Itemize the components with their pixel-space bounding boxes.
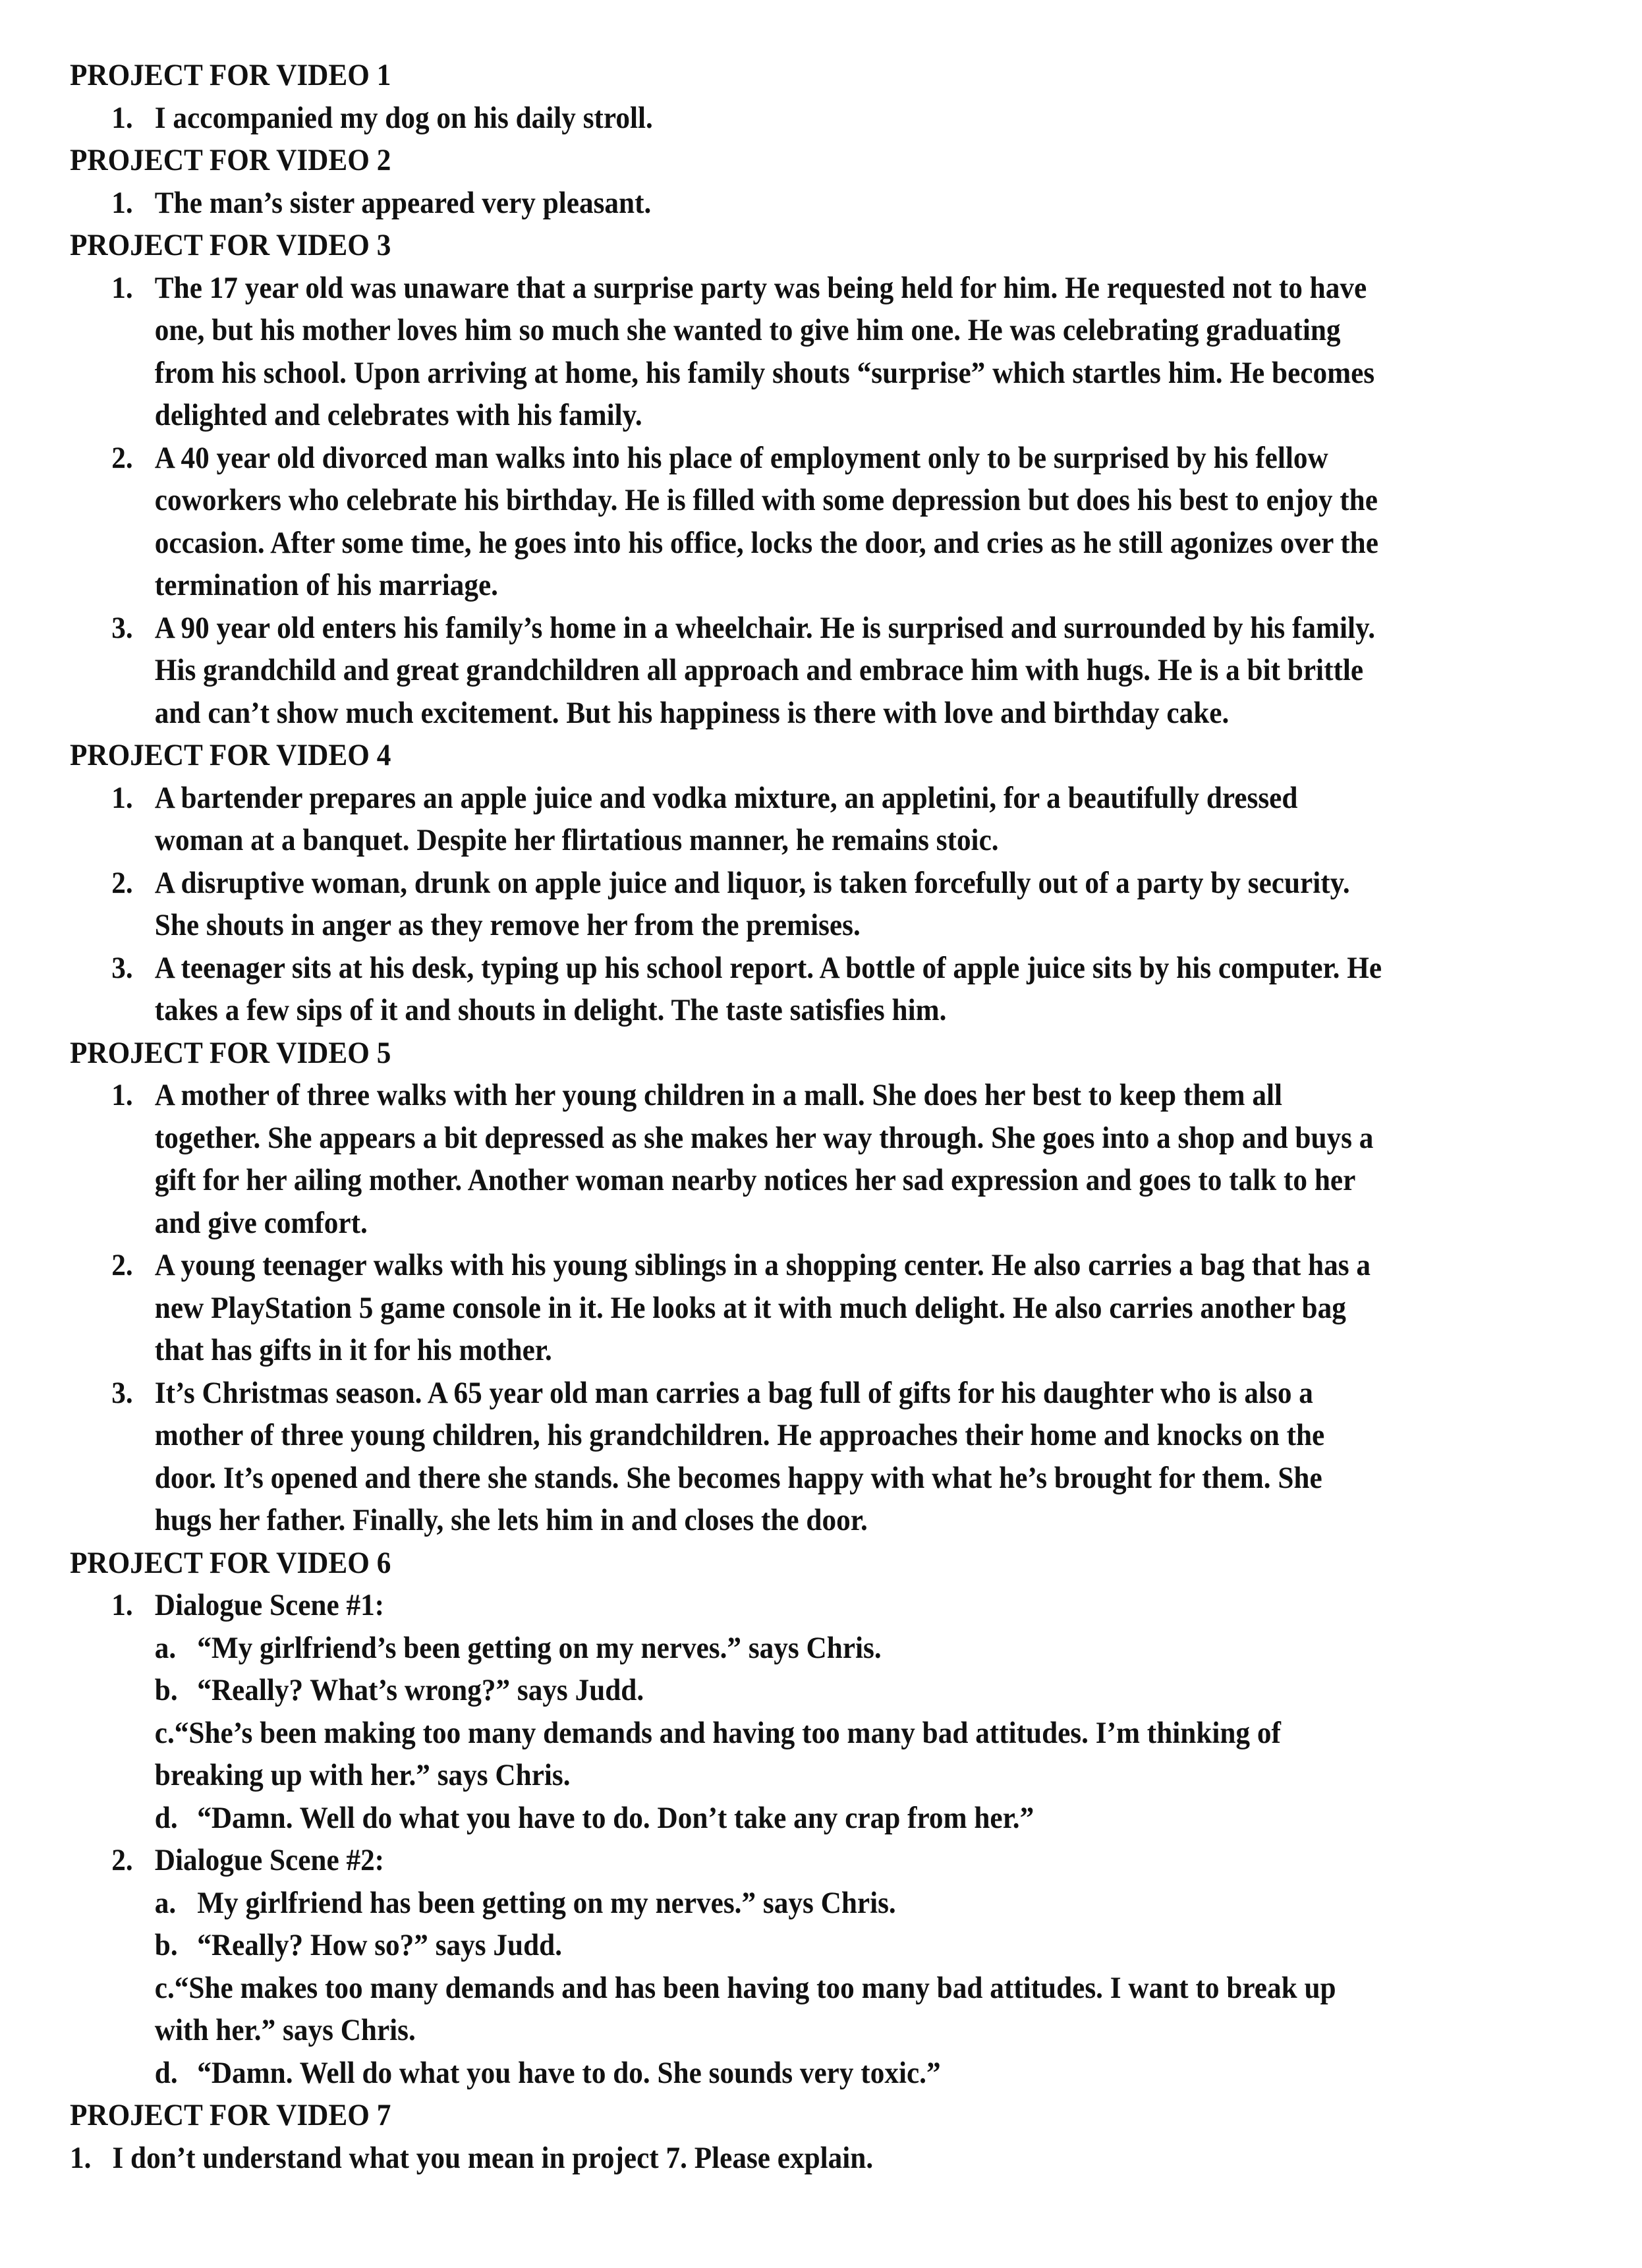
dialogue-line: with her.” says Chris. [154,2013,416,2047]
item-text: His grandchild and great grandchildren all approach and embrace him with hugs. He is a bit brittle [154,653,1364,687]
item-text: A 90 year old enters his family’s home in a wheelchair. He is surprised and surrounded by his family. [154,610,1376,645]
list-item [70,1244,1464,1287]
item-text: A disruptive woman, drunk on apple juice and liquor, is taken forcefully out of a party by security. [154,865,1350,900]
list-item [70,1372,1464,1415]
dialogue-line [70,1797,1464,1840]
list-item [70,182,1464,225]
dialogue-line [70,1924,1464,1967]
item-text: A mother of three walks with her young children in a mall. She does her best to keep them all [154,1078,1283,1112]
item-number: 1. [111,780,133,815]
item-number: 1. [111,270,133,305]
list-item-continuation [70,1414,1464,1457]
list-item-continuation [70,1287,1464,1330]
dialogue-text: “Damn. Well do what you have to do. Don’t take any crap from her.” [197,1800,1034,1835]
section-heading: PROJECT FOR VIDEO 2 [70,143,391,177]
list-item-continuation [70,692,1464,735]
list-item [70,2137,1464,2180]
list-item-continuation [70,904,1464,947]
item-number: 3. [111,1375,133,1410]
dialogue-text: My girlfriend has been getting on my nerves.” says Chris. [197,1885,896,1920]
section-heading: PROJECT FOR VIDEO 5 [70,1035,391,1070]
section-heading: PROJECT FOR VIDEO 6 [70,1545,391,1580]
list-item [70,607,1464,650]
scene-title: Dialogue Scene #1: [154,1588,385,1622]
list-item [70,947,1464,990]
dialogue-text: “Really? How so?” says Judd. [197,1928,563,1962]
item-text: mother of three young children, his grandchildren. He approaches their home and knocks on the [154,1418,1325,1452]
item-text: one, but his mother loves him so much she wanted to give him one. He was celebrating graduating [154,313,1341,347]
project-sections [70,54,1464,1542]
item-text: A young teenager walks with his young siblings in a shopping center. He also carries a bag that has a [154,1248,1371,1282]
list-item-continuation [70,1202,1464,1245]
list-item [70,1074,1464,1117]
list-item-continuation [70,989,1464,1032]
item-number: 2. [111,1248,133,1282]
list-item-continuation [70,819,1464,862]
item-text: and give comfort. [154,1205,368,1240]
list-item-continuation [70,522,1464,565]
section-heading: PROJECT FOR VIDEO 4 [70,738,391,772]
item-number: 3. [111,610,133,645]
item-text: gift for her ailing mother. Another woman nearby notices her sad expression and goes to talk to her [154,1163,1356,1197]
item-number: 2. [111,865,133,900]
section-heading: PROJECT FOR VIDEO 1 [70,58,391,92]
list-item-continuation [70,1159,1464,1202]
item-text: I accompanied my dog on his daily stroll. [154,100,653,135]
item-text: A 40 year old divorced man walks into his place of employment only to be surprised by his fellow [154,440,1328,475]
dialogue-line [70,1882,1464,1925]
item-text: It’s Christmas season. A 65 year old man carries a bag full of gifts for his daughter who is also a [154,1375,1313,1410]
item-number: 1. [70,2140,92,2175]
item-text: takes a few sips of it and shouts in delight. The taste satisfies him. [154,993,947,1027]
item-text: She shouts in anger as they remove her from the premises. [154,908,861,942]
item-number: 2. [111,1843,133,1877]
item-text: termination of his marriage. [154,568,498,602]
dialogue-line: breaking up with her.” says Chris. [154,1758,571,1792]
list-item [70,1839,1464,1882]
item-number: 1. [111,1078,133,1112]
item-text: A teenager sits at his desk, typing up his school report. A bottle of apple juice sits by his computer. He [154,950,1382,985]
item-letter: a. [154,1885,177,1920]
item-text: coworkers who celebrate his birthday. He is filled with some depression but does his best to enjoy the [154,483,1378,517]
list-item-continuation [70,1499,1464,1542]
list-item-continuation [70,564,1464,607]
dialogue-text: “Really? What’s wrong?” says Judd. [197,1673,644,1707]
item-letter: b. [154,1673,178,1707]
dialogue-line [70,1669,1464,1712]
item-text: occasion. After some time, he goes into his office, locks the door, and cries as he still agonizes over the [154,525,1378,560]
dialogue-text: “Damn. Well do what you have to do. She sounds very toxic.” [197,2055,941,2090]
list-item-continuation [70,1457,1464,1500]
item-text: hugs her father. Finally, she lets him in and closes the door. [154,1503,868,1537]
item-letter: b. [154,1928,178,1962]
item-number: 1. [111,1588,133,1622]
item-letter: d. [154,1800,178,1835]
document-body [70,54,1464,2179]
item-letter: d. [154,2055,178,2090]
item-text: delighted and celebrates with his family. [154,398,642,432]
list-item-continuation [70,1117,1464,1160]
dialogue-line: c.“She makes too many demands and has been having too many bad attitudes. I want to break up [154,1970,1336,2005]
dialogue-line [70,1627,1464,1670]
item-text: woman at a banquet. Despite her flirtatious manner, he remains stoic. [154,823,999,857]
item-text: A bartender prepares an apple juice and vodka mixture, an appletini, for a beautifully dressed [154,780,1298,815]
item-text: from his school. Upon arriving at home, his family shouts “surprise” which startles him. He becomes [154,355,1375,390]
list-item [70,267,1464,310]
list-item-continuation [70,649,1464,692]
section-heading: PROJECT FOR VIDEO 7 [70,2098,391,2132]
item-number: 2. [111,440,133,475]
list-item-continuation [70,309,1464,352]
list-item [70,862,1464,905]
item-text: door. It’s opened and there she stands. She becomes happy with what he’s brought for them. She [154,1460,1322,1495]
item-text: The 17 year old was unaware that a surprise party was being held for him. He requested not to have [154,270,1367,305]
dialogue-line: c.“She’s been making too many demands and having too many bad attitudes. I’m thinking of [154,1715,1281,1750]
item-text: and can’t show much excitement. But his happiness is there with love and birthday cake. [154,695,1230,730]
item-text: new PlayStation 5 game console in it. He looks at it with much delight. He also carries another bag [154,1290,1346,1325]
list-item [70,97,1464,140]
list-item [70,1584,1464,1627]
item-text: I don’t understand what you mean in project 7. Please explain. [112,2140,874,2175]
dialogue-text: “My girlfriend’s been getting on my nerves.” says Chris. [197,1630,882,1665]
item-number: 1. [111,100,133,135]
list-item [70,777,1464,820]
list-item [70,437,1464,480]
list-item-continuation [70,1329,1464,1372]
item-letter: a. [154,1630,177,1665]
section-heading: PROJECT FOR VIDEO 3 [70,228,391,262]
list-item-continuation [70,394,1464,437]
item-number: 1. [111,185,133,220]
list-item-continuation [70,479,1464,522]
dialogue-line [70,2052,1464,2095]
item-number: 3. [111,950,133,985]
item-text: that has gifts in it for his mother. [154,1333,552,1367]
list-item-continuation [70,352,1464,395]
item-text: together. She appears a bit depressed as she makes her way through. She goes into a shop and buys a [154,1120,1374,1155]
item-text: The man’s sister appeared very pleasant. [154,185,652,220]
scene-title: Dialogue Scene #2: [154,1843,385,1877]
